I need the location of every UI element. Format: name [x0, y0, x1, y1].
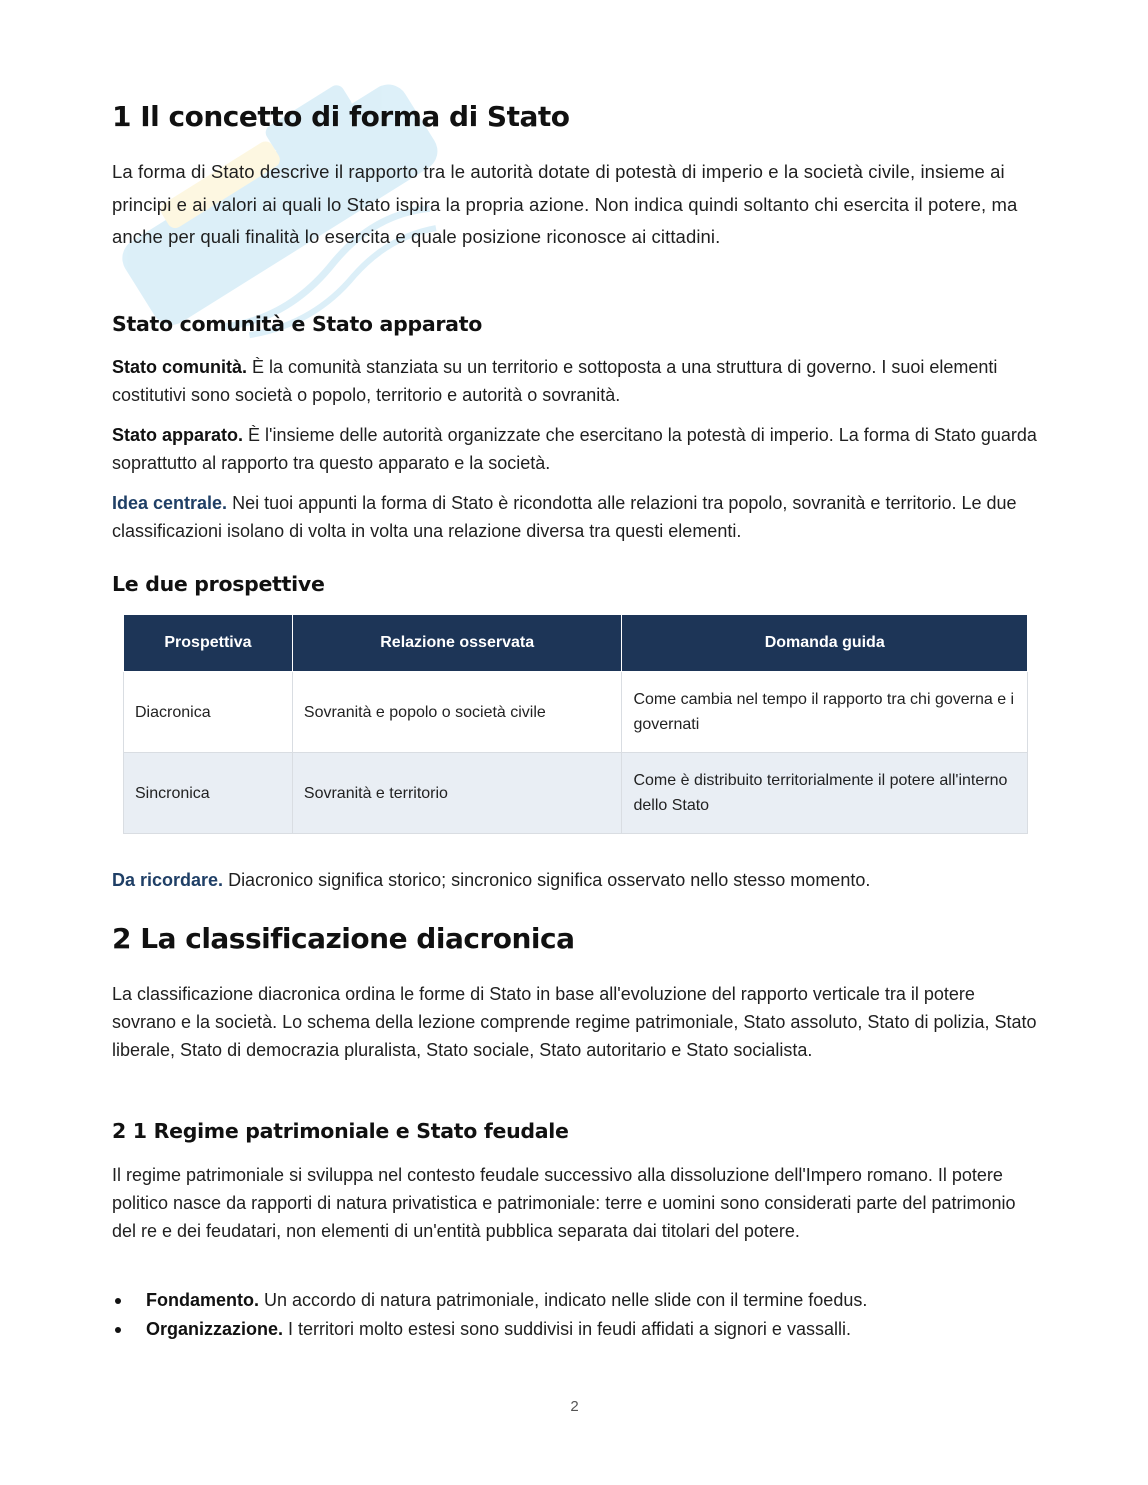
bullet-label: Organizzazione. [146, 1319, 284, 1339]
table-row [124, 672, 1028, 753]
paragraph-idea-centrale [112, 489, 1037, 545]
text-da-ricordare: Diacronico significa storico; sincronico significa osservato nello stesso momento. [223, 870, 871, 890]
prospettive-table [123, 614, 1028, 834]
paragraph-regime-patrimoniale: Il regime patrimoniale si sviluppa nel contesto feudale successivo alla dissoluzione dell'Impero romano. Il potere politico nasce da rapporti di natura privatistica e patrimoniale: terre e uomini sono considerati parte del patrimonio del re e dei feudatari, non elementi di un'entità pubblica separata dai titolari del potere. [112, 1165, 1016, 1241]
list-item [112, 1315, 1037, 1344]
bullet-list [112, 1286, 1037, 1344]
term-stato-comunita: Stato comunità. [112, 357, 248, 377]
table-cell: Diacronica [124, 672, 293, 753]
table-cell: Sovranità e territorio [292, 753, 622, 834]
paragraph-stato-comunita [112, 353, 1037, 409]
text-idea-centrale: Nei tuoi appunti la forma di Stato è ricondotta alle relazioni tra popolo, sovranità e territorio. Le due classificazioni isolano di volta in volta una relazione diversa tra questi elementi. [112, 493, 1017, 541]
table-cell: Come cambia nel tempo il rapporto tra chi governa e i governati [622, 672, 1028, 753]
bullet-text: Un accordo di natura patrimoniale, indicato nelle slide con il termine foedus. [259, 1290, 868, 1310]
table-row [124, 753, 1028, 834]
label-da-ricordare: Da ricordare. [112, 870, 224, 890]
section-1-intro: La forma di Stato descrive il rapporto tra le autorità dotate di potestà di imperio e la società civile, insieme ai principi e ai valori ai quali lo Stato ispira la propria azione. Non indica quindi soltanto chi esercita il potere, ma anche per quali finalità lo esercita e quale posizione riconosce ai cittadini. [112, 161, 1018, 247]
subsection-stato-comunita-apparato: Stato comunità e Stato apparato [112, 312, 483, 336]
label-idea-centrale: Idea centrale. [112, 493, 228, 513]
table-cell: Sovranità e popolo o società civile [292, 672, 622, 753]
section-1-title: 1 Il concetto di forma di Stato [112, 100, 570, 133]
page-number: 2 [570, 1398, 579, 1415]
table-header-relazione: Relazione osservata [292, 615, 622, 672]
table-header-row [124, 615, 1028, 672]
table-header-domanda: Domanda guida [622, 615, 1028, 672]
table-cell: Sincronica [124, 753, 293, 834]
list-item [112, 1286, 1037, 1315]
term-stato-apparato: Stato apparato. [112, 425, 244, 445]
section-2-title: 2 La classificazione diacronica [112, 922, 575, 955]
paragraph-da-ricordare [112, 866, 1037, 894]
section-2-intro: La classificazione diacronica ordina le forme di Stato in base all'evoluzione del rapporto verticale tra il potere sovrano e la società. Lo schema della lezione comprende regime patrimoniale, Stato assoluto, Stato di polizia, Stato liberale, Stato di democrazia pluralista, Stato sociale, Stato autoritario e Stato socialista. [112, 984, 1037, 1060]
bullet-text: I territori molto estesi sono suddivisi in feudi affidati a signori e vassalli. [283, 1319, 851, 1339]
definition-stato-apparato: È l'insieme delle autorità organizzate che esercitano la potestà di imperio. La forma di Stato guarda soprattutto al rapporto tra questo apparato e la società. [112, 425, 1037, 473]
subsection-due-prospettive: Le due prospettive [112, 572, 325, 596]
table-header-prospettiva: Prospettiva [124, 615, 293, 672]
table-cell: Come è distribuito territorialmente il potere all'interno dello Stato [622, 753, 1028, 834]
bullet-label: Fondamento. [146, 1290, 259, 1310]
paragraph-stato-apparato [112, 421, 1037, 477]
subsection-regime-patrimoniale: 2 1 Regime patrimoniale e Stato feudale [112, 1119, 569, 1143]
definition-stato-comunita: È la comunità stanziata su un territorio e sottoposta a una struttura di governo. I suoi elementi costitutivi sono società o popolo, territorio e autorità o sovranità. [112, 357, 998, 405]
